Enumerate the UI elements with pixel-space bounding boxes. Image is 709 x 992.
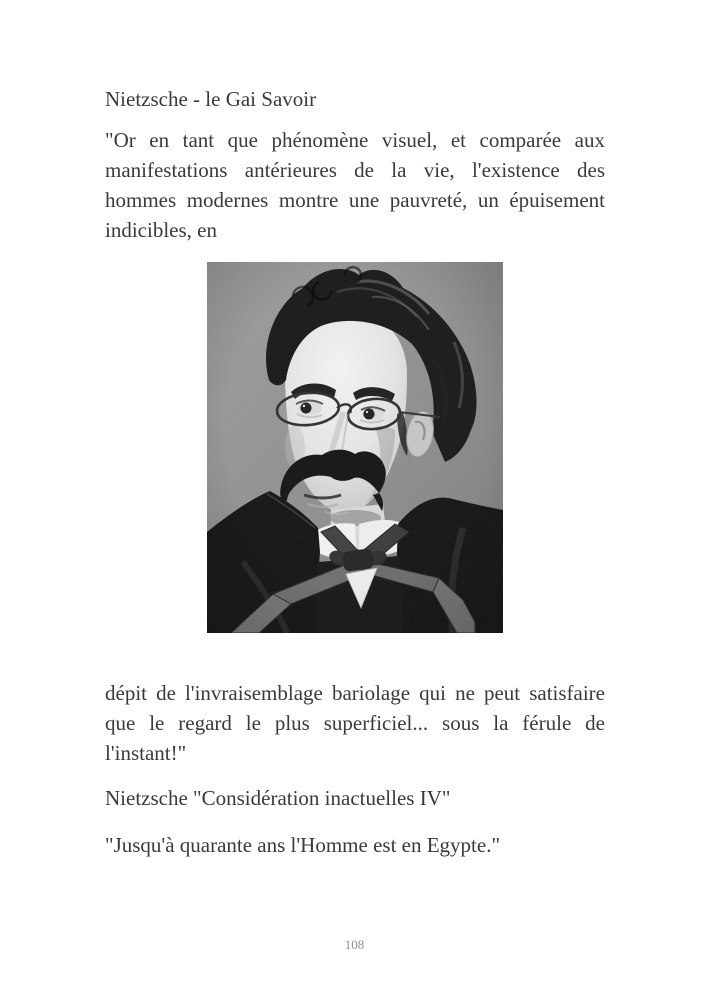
- page-title: Nietzsche - le Gai Savoir: [105, 87, 317, 111]
- paragraph-continuation: dépit de l'invraisemblage bariolage qui ne peut satisfaire que le regard le plus superficiel... sous la férule de l'instant!": [105, 681, 605, 765]
- nietzsche-portrait-photo: [207, 262, 503, 633]
- page-number: 108: [344, 937, 365, 952]
- citation-line: Nietzsche "Considération inactuelles IV": [105, 786, 451, 810]
- text-column: [105, 84, 605, 860]
- paragraph-intro: "Or en tant que phénomène visuel, et comparée aux manifestations antérieures de la vie, l'existence des hommes modernes montre une pauvreté, un épuisement indicibles, en: [105, 128, 605, 242]
- closing-quote: "Jusqu'à quarante ans l'Homme est en Egypte.": [105, 833, 501, 857]
